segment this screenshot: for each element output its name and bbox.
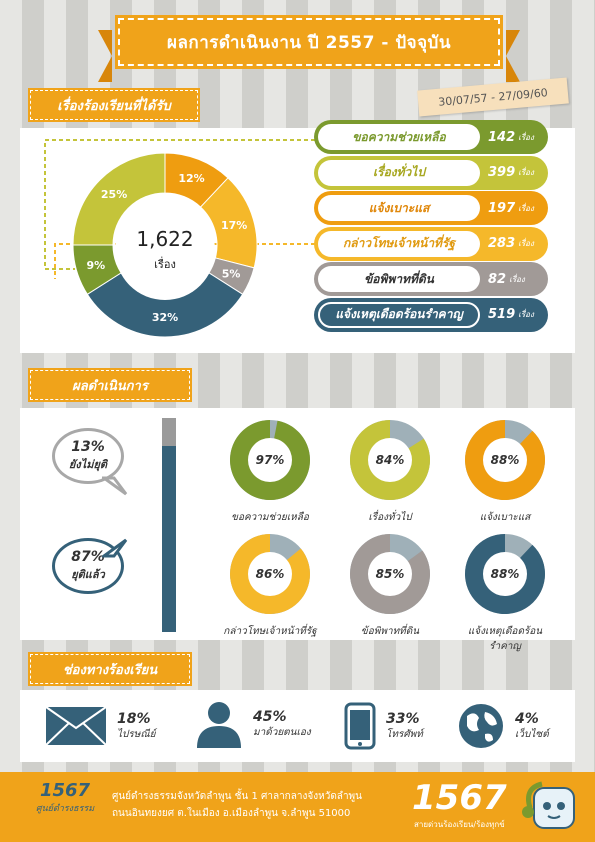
result-ring-label: เรื่องทั่วไป [368,512,412,523]
person-icon [195,700,243,748]
result-ring-label: ข้อพิพาทที่ดิน [360,626,420,637]
result-ring-label: แจ้งเหตุเดือดร้อนรำคาญ [467,626,543,652]
donut-center [115,200,215,300]
done-bubble-tail [102,536,128,558]
title-ribbon-tail-right [506,30,520,82]
address-line-1: ศูนย์ดำรงธรรมจังหวัดลำพูน ชั้น 1 ศาลากลางจังหวัดลำพูน [112,791,362,802]
result-ring-chart [228,418,312,502]
total-unit: เรื่อง [154,258,176,271]
donut-slice-label-5: 25% [100,188,128,202]
hotline-caption: สายด่วนร้องเรียน/ร้องทุกข์ [413,820,505,829]
result-ring-chart [348,418,432,502]
category-pill-0 [314,120,548,154]
pending-bubble-tail [102,476,128,498]
category-unit: เรื่อง [518,203,534,213]
result-ring-label: ขอความช่วยเหลือ [231,512,309,523]
category-count: 82 [488,271,507,287]
result-ring-5 [455,532,555,654]
title-ribbon-tail-left [98,30,112,82]
category-count: 197 [488,200,516,216]
damrongdhama-logo [30,780,100,815]
category-unit: เรื่อง [518,132,534,142]
section-channels-banner: ช่องทางร้องเรียน [30,654,190,684]
logo-number: 1567 [39,780,91,801]
category-unit: เรื่อง [518,310,534,319]
status-bar [162,418,176,632]
globe-icon [457,702,505,750]
done-label: ยุติแล้ว [71,568,105,581]
pending-label: ยังไม่ยุติ [68,458,108,471]
channel-mail-pct: 18% [117,710,151,727]
address-line-2: ถนนอินทยงยศ ต.ในเมือง อ.เมืองลำพูน จ.ลำพูน 51000 [112,808,351,819]
channel-in-person-pct: 45% [253,708,287,725]
envelope-icon [45,706,107,746]
phone-icon [344,702,376,750]
category-label: กล่าวโทษเจ้าหน้าที่รัฐ [318,231,480,257]
result-ring-pct: 88% [490,453,520,467]
footer [0,772,595,842]
date-range-tag: 30/07/57 - 27/09/60 [417,78,569,117]
total-count: 1,622 [136,227,194,251]
category-count: 399 [488,165,516,180]
category-pill-5 [314,298,548,332]
result-ring-pct: 86% [255,567,285,581]
category-label: แจ้งเบาะแส [318,195,480,221]
channel-mail-label: ไปรษณีย์ [117,728,156,740]
category-unit: เรื่อง [518,239,534,248]
logo-caption: ศูนย์ดำรงธรรม [35,804,95,814]
donut-slice-label-1: 17% [220,218,248,232]
result-ring-2 [455,418,555,525]
result-ring-chart [228,532,312,616]
pending-pct: 13% [71,439,105,455]
category-unit: เรื่อง [518,168,534,177]
channel-web-pct: 4% [515,710,539,727]
channel-in-person-label: มาด้วยตนเอง [253,726,311,738]
channel-phone-pct: 33% [386,710,420,727]
category-label: แจ้งเหตุเดือดร้อนรำคาญ [318,302,480,328]
result-ring-1 [340,418,440,525]
result-ring-label: กล่าวโทษเจ้าหน้าที่รัฐ [223,626,317,637]
section-results-banner: ผลดำเนินการ [30,370,190,400]
category-label: ข้อพิพาทที่ดิน [318,266,480,292]
channel-mail [45,706,155,746]
donut-slice-label-4: 9% [86,259,106,273]
channel-web-label: เว็บไซต์ [515,728,549,740]
category-unit: เรื่อง [509,274,525,284]
category-pill-2 [314,191,548,225]
result-ring-pct: 97% [255,453,285,467]
result-ring-pct: 84% [375,453,405,467]
result-ring-0 [220,418,320,525]
result-ring-3 [220,532,320,639]
hotline-block [412,778,507,831]
result-ring-4 [340,532,440,639]
result-ring-chart [348,532,432,616]
category-count: 519 [488,307,516,322]
result-ring-pct: 88% [490,567,520,581]
section-complaints-banner: เรื่องร้องเรียนที่ได้รับ [30,90,198,120]
category-pill-1 [314,156,548,190]
title-banner [118,18,500,66]
page-title: ผลการดำเนินงาน ปี 2557 - ปัจจุบัน [167,32,451,53]
result-ring-chart [463,532,547,616]
channel-in-person [195,700,311,748]
hotline-number: 1567 [412,778,507,818]
donut-slice-label-0: 12% [178,172,205,186]
donut-slice-label-2: 5% [221,267,241,281]
category-count: 142 [488,129,516,145]
mascot-icon [520,778,582,838]
result-ring-chart [463,418,547,502]
category-label: ขอความช่วยเหลือ [318,124,480,150]
category-pill-3 [314,227,548,261]
category-pill-4 [314,262,548,296]
result-ring-pct: 85% [375,567,405,581]
result-ring-label: แจ้งเบาะแส [479,512,531,523]
donut-slice-label-3: 32% [151,311,179,324]
channel-phone [344,702,423,750]
category-count: 283 [488,236,516,251]
footer-address [112,788,362,822]
category-label: เรื่องทั่วไป [318,160,480,186]
channel-phone-label: โทรศัพท์ [386,728,423,740]
channel-web [457,702,549,750]
done-pct: 87% [71,549,105,565]
status-bar-pending [162,418,176,446]
